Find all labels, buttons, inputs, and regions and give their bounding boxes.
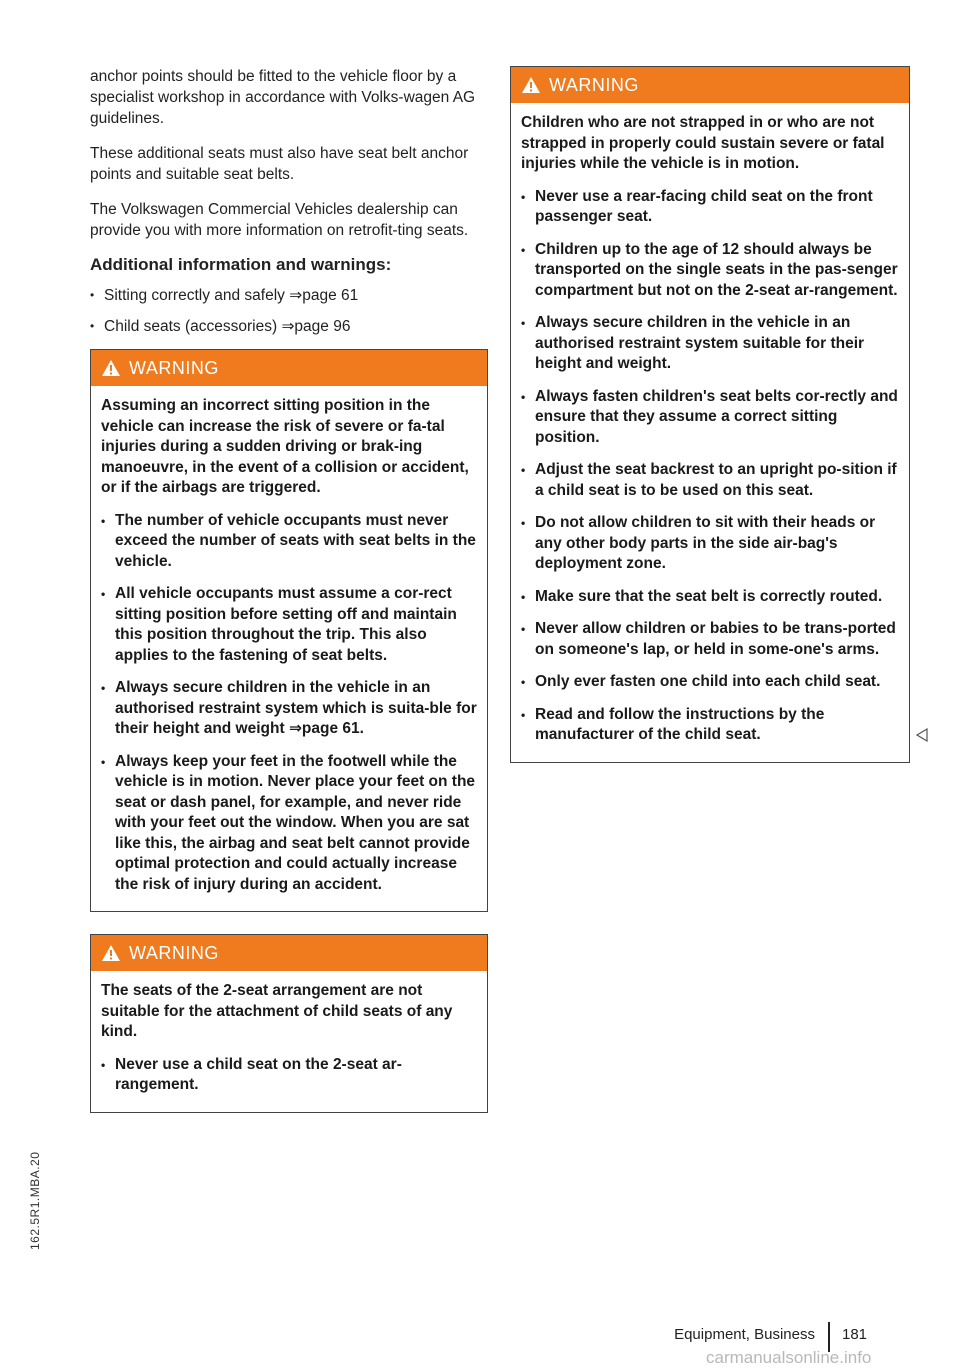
warning-item: • Never use a child seat on the 2-seat ar-rangement.: [101, 1055, 477, 1096]
intro-paragraph: These additional seats must also have seat belt anchor points and suitable seat belts.: [90, 145, 469, 183]
warning-body: [91, 386, 487, 911]
warning-lead: The seats of the 2-seat arrangement are not suitable for the attachment of child seats of any kind.: [101, 982, 453, 1040]
warning-title: WARNING: [549, 74, 639, 95]
warning-list: [101, 511, 477, 896]
warning-item: • The number of vehicle occupants must never exceed the number of seats with seat belts in the vehicle.: [101, 511, 477, 573]
page-number: 181: [842, 1326, 868, 1343]
warning-item: • Make sure that the seat belt is correctly routed.: [521, 587, 899, 608]
warning-item: • Always fasten children's seat belts cor-rectly and ensure that they assume a correct sitting position.: [521, 387, 899, 449]
right-column: [510, 66, 910, 785]
additional-info-link[interactable]: • Child seats (accessories) ⇒page 96: [90, 316, 488, 337]
warning-item: • All vehicle occupants must assume a cor-rect sitting position before setting off and maintain this position throughout the trip. This also applies to the fastening of seat belts.: [101, 584, 477, 666]
footer-section-title: Equipment, Business: [674, 1326, 815, 1343]
warning-lead: Children who are not strapped in or who are not strapped in properly could sustain severe or fatal injuries while the vehicle is in motion.: [521, 114, 885, 172]
warning-list: [521, 187, 899, 746]
watermark: carmanualsonline.info: [706, 1348, 872, 1367]
warning-title: WARNING: [129, 942, 219, 963]
warning-triangle-icon: [101, 359, 121, 377]
document-code: 162.5R1.MBA.20: [28, 1151, 42, 1250]
warning-item: • Never use a rear-facing child seat on the front passenger seat.: [521, 187, 899, 228]
warning-body: [511, 103, 909, 762]
warning-list: [101, 1055, 477, 1096]
warning-item: • Do not allow children to sit with their heads or any other body parts in the side air-bag's deployment zone.: [521, 513, 899, 575]
warning-header: [91, 350, 487, 386]
warning-triangle-icon: [521, 76, 541, 94]
warning-item: • Never allow children or babies to be trans-ported on someone's lap, or held in some-one's arms.: [521, 619, 899, 660]
additional-info-link[interactable]: • Sitting correctly and safely ⇒page 61: [90, 285, 488, 306]
warning-item: • Children up to the age of 12 should always be transported on the single seats in the pas-senger compartment but not on the 2-seat ar-rangement.: [521, 240, 899, 302]
warning-item: • Adjust the seat backrest to an upright po-sition if a child seat is to be used on this seat.: [521, 460, 899, 501]
warning-header: [511, 67, 909, 103]
end-triangle-icon: [916, 728, 928, 742]
left-column: [90, 66, 488, 1135]
additional-info-heading: Additional information and warnings:: [90, 255, 392, 274]
intro-paragraph: The Volkswagen Commercial Vehicles dealership can provide you with more information on retrofit-ting seats.: [90, 201, 469, 239]
warning-box-children: [510, 66, 910, 763]
warning-item[interactable]: • Always secure children in the vehicle in an authorised restraint system which is suita-ble for their height and weight ⇒page 61.: [101, 678, 477, 740]
intro-paragraph: anchor points should be fitted to the vehicle floor by a specialist workshop in accordance with Volks-wagen AG guidelines.: [90, 68, 476, 127]
warning-body: [91, 971, 487, 1112]
warning-header: [91, 935, 487, 971]
warning-item: • Read and follow the instructions by the manufacturer of the child seat.: [521, 705, 899, 746]
warning-item: • Only ever fasten one child into each child seat.: [521, 672, 899, 693]
warning-item: • Always keep your feet in the footwell while the vehicle is in motion. Never place your feet on the seat or dash panel, for example, and never ride with your feet out the window. When you are sat like this, the airbag and seat belt cannot provide optimal protection and could actually increase the risk of injury during an accident.: [101, 752, 477, 896]
warning-box-sitting: [90, 349, 488, 912]
warning-item: • Always secure children in the vehicle in an authorised restraint system suitable for their height and weight.: [521, 313, 899, 375]
warning-title: WARNING: [129, 357, 219, 378]
warning-lead: Assuming an incorrect sitting position in the vehicle can increase the risk of severe or fa-tal injuries during a sudden driving or brak-ing manoeuvre, in the event of a collision or accident, or if the airbags are triggered.: [101, 397, 469, 496]
additional-info-list: [90, 285, 488, 337]
warning-triangle-icon: [101, 944, 121, 962]
warning-box-2-seat: [90, 934, 488, 1113]
